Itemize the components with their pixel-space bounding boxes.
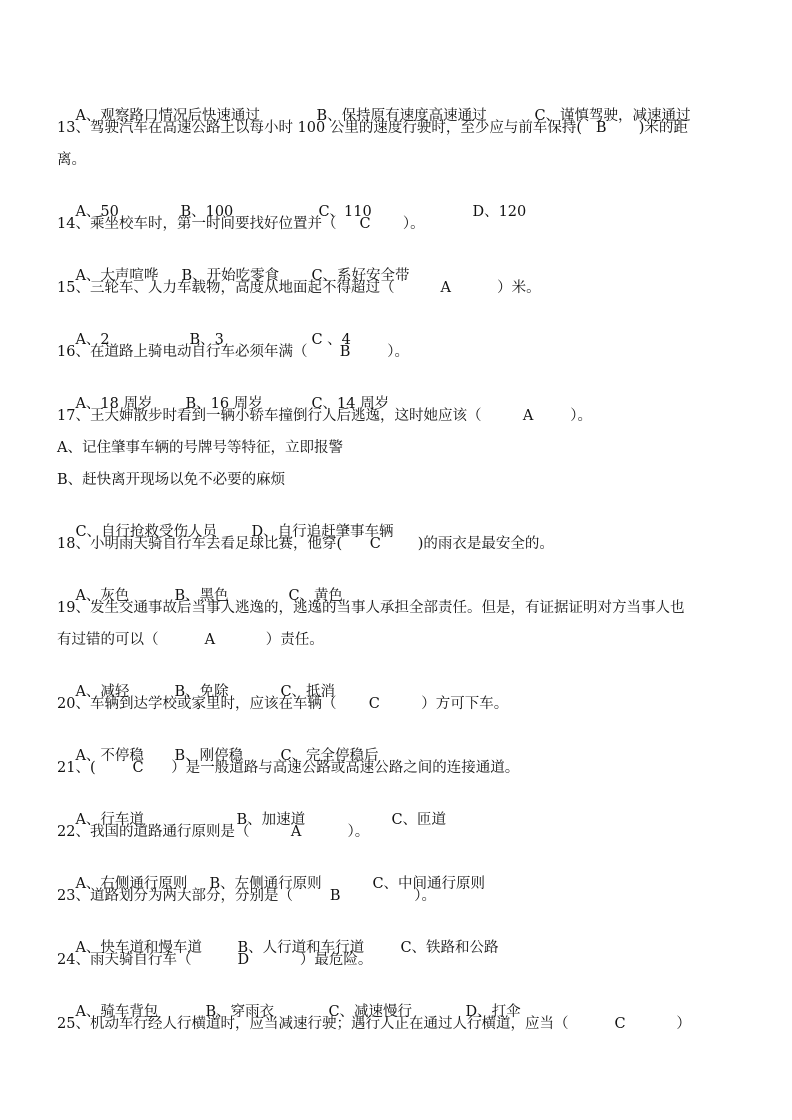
question-14: 14、乘坐校车时，第一时间要找好位置并（ C ）。 (57, 216, 425, 232)
question-15: 15、三轮车、人力车载物，高度从地面起不得超过（ A ）米。 (57, 280, 541, 296)
option-c: C、谨慎驾驶，减速通过 (534, 108, 691, 124)
option-a: A、减轻 (75, 684, 130, 700)
question-20: 20、车辆到达学校或家里时，应该在车辆（ C ）方可下车。 (57, 696, 509, 712)
option-a: A、灰色 (75, 588, 130, 604)
option-b: B、人行道和车行道 (237, 940, 365, 956)
option-c: C、减速慢行 (328, 1004, 413, 1020)
question-25: 25、机动车行经人行横道时，应当减速行驶；遇行人正在通过人行横道，应当（ C ） (57, 1016, 691, 1032)
option-a-line: A、记住肇事车辆的号牌号等特征，立即报警 (57, 440, 343, 456)
question-19-cont: 有过错的可以（ A ）责任。 (57, 632, 324, 648)
question-19: 19、发生交通事故后当事人逃逸的，逃逸的当事人承担全部责任。但是，有证据证明对方当事人也 (57, 600, 685, 616)
option-c: C 、4 (311, 332, 351, 348)
option-b: B、加速道 (236, 812, 306, 828)
option-d: D、自行追赶肇事车辆 (251, 524, 394, 540)
option-a: A、18 周岁 (75, 396, 153, 412)
option-a: A、50 (75, 204, 119, 220)
option-b: B、100 (180, 204, 234, 220)
option-a: A、行车道 (75, 812, 144, 828)
option-b: B、穿雨衣 (205, 1004, 275, 1020)
option-c: C、14 周岁 (311, 396, 390, 412)
option-b: B、保持原有速度高速通过 (316, 108, 487, 124)
option-b: B、免除 (174, 684, 229, 700)
question-16: 16、在道路上骑电动自行车必须年满（ B ）。 (57, 344, 409, 360)
question-22: 22、我国的道路通行原则是（ A ）。 (57, 824, 370, 840)
question-17: 17、王大婶散步时看到一辆小轿车撞倒行人后逃逸，这时她应该（ A ）。 (57, 408, 593, 424)
option-b: B、黑色 (174, 588, 229, 604)
option-c: C、110 (318, 204, 372, 220)
option-b: B、3 (189, 332, 224, 348)
question-13: 13、驾驶汽车在高速公路上以每小时 100 公里的速度行驶时，至少应与前车保持( B )米的距 (57, 120, 688, 136)
question-13-cont: 离。 (57, 152, 86, 168)
option-c: C、完全停稳后 (280, 748, 379, 764)
option-c: C、抵消 (280, 684, 336, 700)
option-c: C、匝道 (391, 812, 447, 828)
option-c: C、黄色 (288, 588, 344, 604)
option-a: A、观察路口情况后快速通过 (75, 108, 260, 124)
option-b: B、开始吃零食 (181, 268, 280, 284)
option-c: C、铁路和公路 (400, 940, 499, 956)
question-21: 21、( C ）是一般道路与高速公路或高速公路之间的连接通道。 (57, 760, 520, 776)
option-d: D、120 (472, 204, 527, 220)
option-c: C、系好安全带 (311, 268, 410, 284)
option-a: A、2 (75, 332, 110, 348)
option-b: B、16 周岁 (185, 396, 263, 412)
option-a: A、大声喧哗 (75, 268, 159, 284)
option-c: C、中间通行原则 (372, 876, 486, 892)
option-b-line: B、赶快离开现场以免不必要的麻烦 (57, 472, 286, 488)
option-b: B、刚停稳 (174, 748, 244, 764)
option-a: A、快车道和慢车道 (75, 940, 202, 956)
option-c: C、自行抢救受伤人员 (75, 524, 218, 540)
option-a: A、右侧通行原则 (75, 876, 188, 892)
question-18: 18、小明雨天骑自行车去看足球比赛，他穿( C )的雨衣是最安全的。 (57, 536, 554, 552)
option-a: A、不停稳 (75, 748, 144, 764)
question-24: 24、雨天骑自行车（ D ）最危险。 (57, 952, 373, 968)
option-d: D、打伞 (465, 1004, 521, 1020)
option-a: A、骑车背包 (75, 1004, 159, 1020)
question-23: 23、道路划分为两大部分，分别是（ B ）。 (57, 888, 436, 904)
option-b: B、左侧通行原则 (209, 876, 322, 892)
